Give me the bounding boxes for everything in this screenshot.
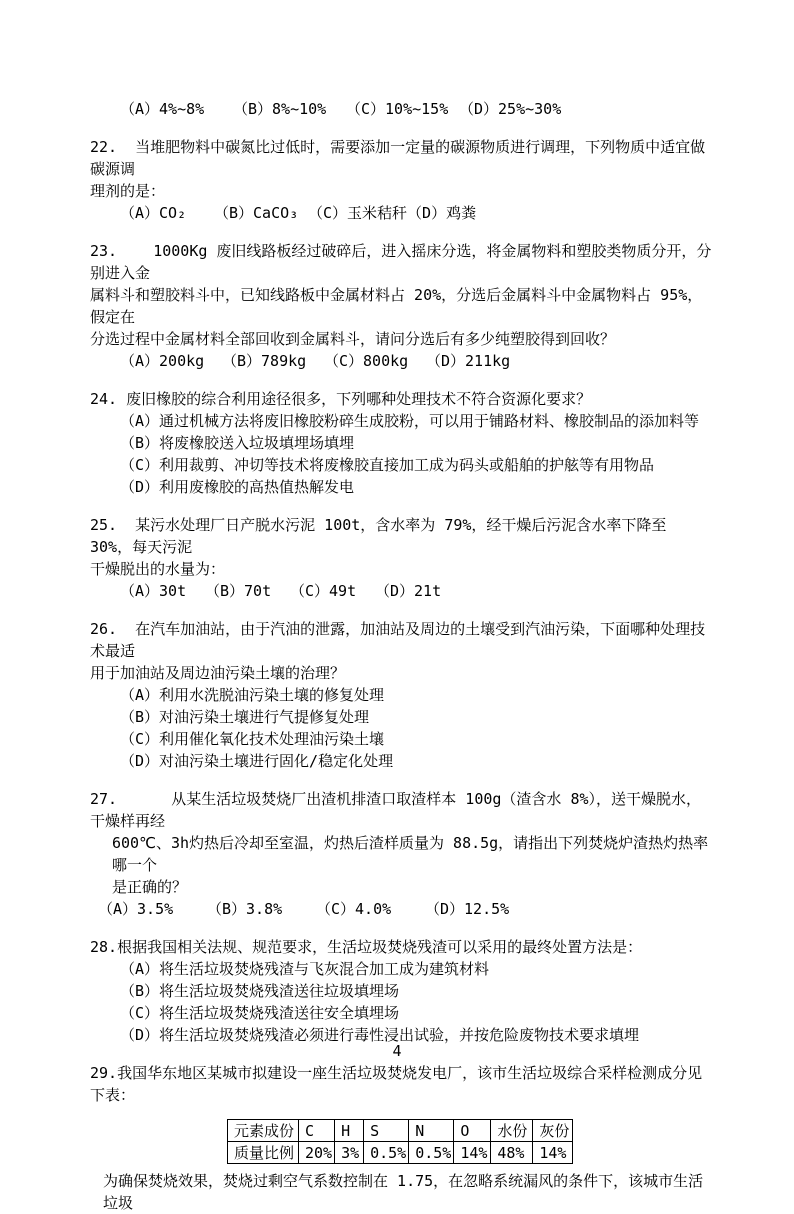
question-26-option-d: （D）对油污染土壤进行固化/稳定化处理 bbox=[120, 752, 394, 770]
table-cell-water: 48% bbox=[491, 1142, 533, 1164]
question-23-text-line-3: 分选过程中金属材料全部回收到金属料斗，请问分选后有多少纯塑胶得到回收？ bbox=[90, 330, 616, 348]
question-27 bbox=[90, 788, 712, 920]
question-25-option-d: （D）21t bbox=[375, 582, 442, 600]
table-header-c: C bbox=[299, 1120, 335, 1142]
table-cell-c: 20% bbox=[299, 1142, 335, 1164]
question-26-text-line-1: 26. 在汽车加油站，由于汽油的泄露，加油站及周边的土壤受到汽油污染，下面哪种处理技术最适 bbox=[90, 620, 706, 660]
question-24-option-c: （C）利用裁剪、冲切等技术将废橡胶直接加工成为码头或船舶的护舷等有用物品 bbox=[120, 456, 655, 474]
question-28-text-line-1: 28.根据我国相关法规、规范要求，生活垃圾焚烧残渣可以采用的最终处置方法是： bbox=[90, 938, 643, 956]
question-22-text-line-2: 理剂的是： bbox=[90, 182, 166, 200]
question-29 bbox=[90, 1062, 712, 1214]
table-header-h: H bbox=[335, 1120, 364, 1142]
question-23-text-line-1: 23. 1000Kg 废旧线路板经过破碎后，进入摇床分选，将金属物料和塑胶类物质分开，分别进入金 bbox=[90, 242, 712, 282]
question-29-text-line-1: 29.我国华东地区某城市拟建设一座生活垃圾焚烧发电厂，该市生活垃圾综合采样检测成分见下表： bbox=[90, 1064, 703, 1104]
question-26 bbox=[90, 618, 712, 772]
question-22-options-row bbox=[90, 202, 712, 224]
question-28-option-c: （C）将生活垃圾焚烧残渣送往安全填埋场 bbox=[120, 1004, 400, 1022]
question-27-options-row bbox=[90, 898, 712, 920]
question-23 bbox=[90, 240, 712, 372]
question-22-option-c: （C）玉米秸秆 bbox=[308, 204, 408, 222]
question-29-note-line: 为确保焚烧效果，焚烧过剩空气系数控制在 1.75，在忽略系统漏风的条件下，该城市生活垃圾 bbox=[103, 1172, 704, 1212]
question-21-option-c: （C）10%~15% bbox=[346, 100, 449, 118]
question-24 bbox=[90, 388, 712, 498]
question-23-option-b: （B）789kg bbox=[222, 352, 307, 370]
question-27-text-line-3: 是正确的？ bbox=[112, 878, 188, 896]
table-header-water: 水份 bbox=[491, 1120, 533, 1142]
question-23-option-d: （D）211kg bbox=[426, 352, 511, 370]
question-28-option-a: （A）将生活垃圾焚烧残渣与飞灰混合加工成为建筑材料 bbox=[120, 960, 490, 978]
question-27-text-line-2: 600℃、3h灼热后冷却至室温，灼热后渣样质量为 88.5g，请指出下列焚烧炉渣热灼热率哪一个 bbox=[112, 834, 709, 874]
question-25-text-line-2: 干燥脱出的水量为： bbox=[90, 560, 226, 578]
question-25-options-row bbox=[90, 580, 712, 602]
table-cell-ash: 14% bbox=[533, 1142, 573, 1164]
question-23-option-a: （A）200kg bbox=[120, 352, 205, 370]
question-24-option-a: （A）通过机械方法将废旧橡胶粉碎生成胶粉，可以用于铺路材料、橡胶制品的添加料等 bbox=[120, 412, 700, 430]
question-24-text-line-1: 24. 废旧橡胶的综合利用途径很多，下列哪种处理技术不符合资源化要求？ bbox=[90, 390, 592, 408]
question-23-text-line-2: 属料斗和塑胶料斗中，已知线路板中金属材料占 20%，分选后金属料斗中金属物料占 95%，假定在 bbox=[90, 286, 703, 326]
question-27-option-a: （A）3.5% bbox=[98, 900, 174, 918]
waste-composition-table bbox=[227, 1119, 573, 1164]
question-22-option-b: （B）CaCO₃ bbox=[214, 204, 299, 222]
question-22-option-a: （A）CO₂ bbox=[120, 204, 187, 222]
question-22 bbox=[90, 136, 712, 224]
question-25 bbox=[90, 514, 712, 602]
question-25-option-b: （B）70t bbox=[205, 582, 272, 600]
question-23-option-c: （C）800kg bbox=[324, 352, 409, 370]
question-25-text-line-1: 25. 某污水处理厂日产脱水污泥 100t，含水率为 79%，经干燥后污泥含水率下降至 30%，每天污泥 bbox=[90, 516, 676, 556]
question-27-option-d: （D）12.5% bbox=[425, 900, 510, 918]
question-22-text-line-1: 22. 当堆肥物料中碳氮比过低时，需要添加一定量的碳源物质进行调理，下列物质中适宜做碳源调 bbox=[90, 138, 706, 178]
question-28-option-b: （B）将生活垃圾焚烧残渣送往垃圾填埋场 bbox=[120, 982, 400, 1000]
table-value-row bbox=[228, 1142, 573, 1164]
table-header-row bbox=[228, 1120, 573, 1142]
question-21-options-row bbox=[90, 98, 712, 120]
question-21-option-a: （A）4%~8% bbox=[120, 100, 205, 118]
table-cell-s: 0.5% bbox=[364, 1142, 409, 1164]
table-header-s: S bbox=[364, 1120, 409, 1142]
question-26-text-line-2: 用于加油站及周边油污染土壤的治理？ bbox=[90, 664, 346, 682]
question-26-option-c: （C）利用催化氧化技术处理油污染土壤 bbox=[120, 730, 385, 748]
question-25-option-a: （A）30t bbox=[120, 582, 187, 600]
table-cell-o: 14% bbox=[454, 1142, 491, 1164]
question-22-option-d: （D）鸡粪 bbox=[407, 204, 477, 222]
question-27-option-b: （B）3.8% bbox=[207, 900, 283, 918]
question-26-option-b: （B）对油污染土壤进行气提修复处理 bbox=[120, 708, 370, 726]
question-27-text-line-1: 27. 从某生活垃圾焚烧厂出渣机排渣口取渣样本 100g（渣含水 8%），送干燥脱水，干燥样再经 bbox=[90, 790, 702, 830]
question-24-option-b: （B）将废橡胶送入垃圾填埋场填埋 bbox=[120, 434, 355, 452]
table-header-o: O bbox=[454, 1120, 491, 1142]
question-27-option-c: （C）4.0% bbox=[316, 900, 392, 918]
table-cell-n: 0.5% bbox=[409, 1142, 454, 1164]
table-header-n: N bbox=[409, 1120, 454, 1142]
question-21-option-b: （B）8%~10% bbox=[233, 100, 327, 118]
question-28 bbox=[90, 936, 712, 1046]
question-28-option-d: （D）将生活垃圾焚烧残渣必须进行毒性浸出试验，并按危险废物技术要求填埋 bbox=[120, 1026, 640, 1044]
page-number: 4 bbox=[392, 1042, 402, 1060]
question-25-option-c: （C）49t bbox=[290, 582, 357, 600]
question-21-option-d: （D）25%~30% bbox=[459, 100, 562, 118]
table-cell-h: 3% bbox=[335, 1142, 364, 1164]
question-26-option-a: （A）利用水洗脱油污染土壤的修复处理 bbox=[120, 686, 385, 704]
question-24-option-d: （D）利用废橡胶的高热值热解发电 bbox=[120, 478, 355, 496]
table-header-element: 元素成份 bbox=[228, 1120, 299, 1142]
question-23-options-row bbox=[90, 350, 712, 372]
table-cell-mass-ratio: 质量比例 bbox=[228, 1142, 299, 1164]
table-header-ash: 灰份 bbox=[533, 1120, 573, 1142]
